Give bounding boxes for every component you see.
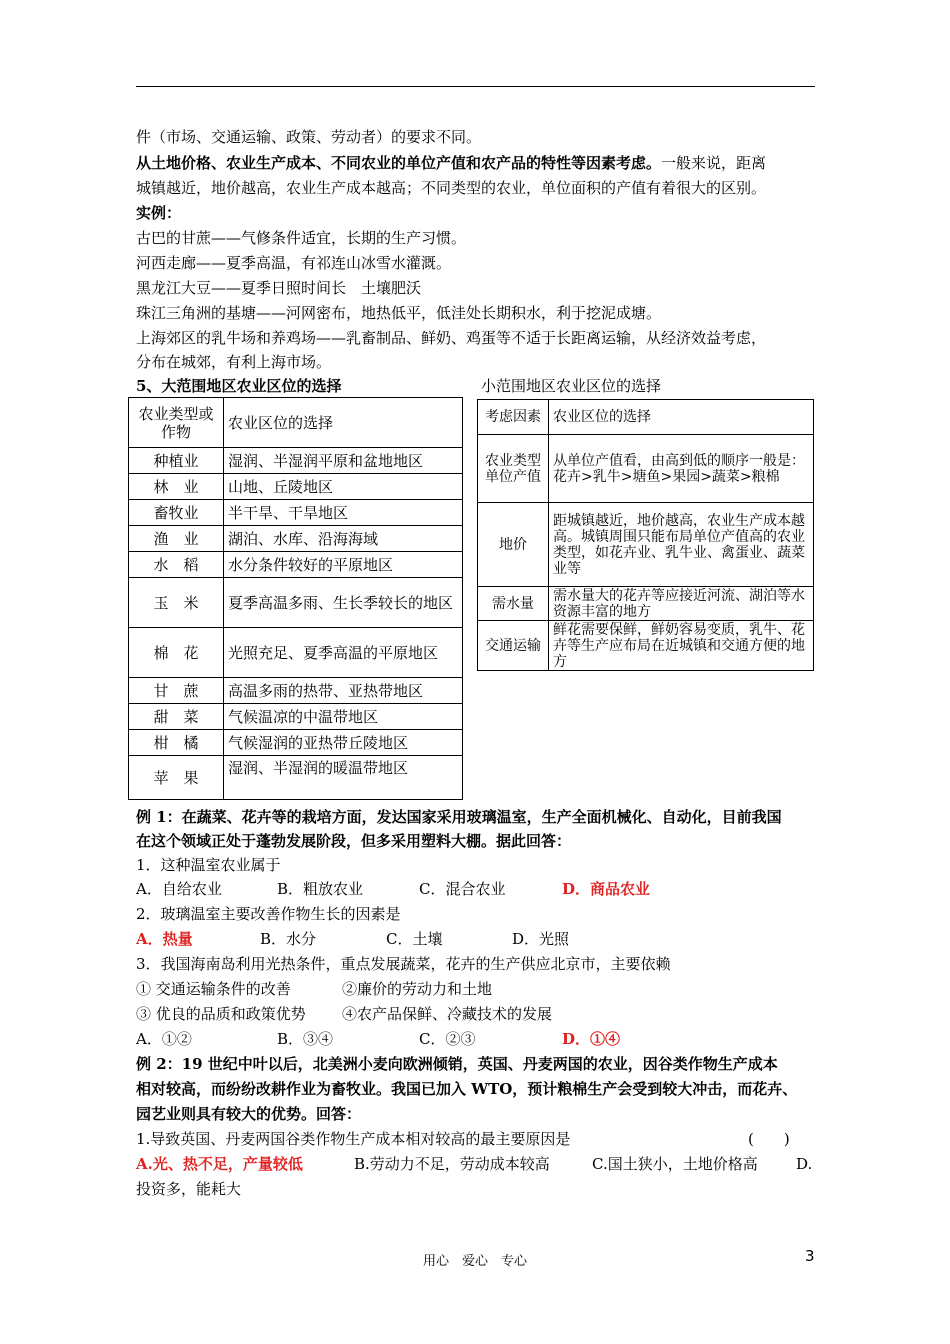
option: C．②③ xyxy=(419,1030,476,1048)
question-text: 1.导致英国、丹麦两国谷类作物生产成本相对较高的最主要原因是 xyxy=(136,1130,571,1148)
answer-blank: ( ) xyxy=(748,1130,790,1148)
table-cell: 半干旱、干旱地区 xyxy=(224,500,463,526)
table-cell: 夏季高温多雨、生长季较长的地区 xyxy=(224,578,463,628)
table-cell: 交通运输 xyxy=(478,621,549,671)
table-cell: 甜 菜 xyxy=(129,704,224,730)
choice: ③ 优良的品质和政策优势 xyxy=(136,1005,306,1023)
choice: ④农产品保鲜、冷藏技术的发展 xyxy=(342,1005,553,1023)
table-cell: 从单位产值看，由高到低的顺序一般是：花卉>乳牛>塘鱼>果园>蔬菜>粮棉 xyxy=(549,435,814,503)
question: 2．玻璃温室主要改善作物生长的因素是 xyxy=(136,905,401,923)
table-cell: 需水量 xyxy=(478,587,549,621)
header-cell: 农业区位的选择 xyxy=(224,398,463,448)
text-line xyxy=(136,154,766,172)
header-cell: 农业类型或作物 xyxy=(129,398,224,448)
table-cell: 农业类型单位产值 xyxy=(478,435,549,503)
correct-option: A．热量 xyxy=(136,930,193,948)
table-row xyxy=(129,628,463,678)
table-row xyxy=(129,500,463,526)
heading-examples: 实例： xyxy=(136,204,182,222)
table-cell: 苹 果 xyxy=(129,756,224,800)
correct-option: A.光、热不足，产量较低 xyxy=(136,1155,303,1173)
table-row xyxy=(478,503,814,587)
option: A．自给农业 xyxy=(136,880,222,898)
table-row xyxy=(129,678,463,704)
table-cell: 光照充足、夏季高温的平原地区 xyxy=(224,628,463,678)
example2-stem: 例 2：19 世纪中叶以后，北美洲小麦向欧洲倾销，英国、丹麦两国的农业，因谷类作物生产成本 xyxy=(136,1055,778,1073)
table-cell: 湿润、半湿润平原和盆地地区 xyxy=(224,448,463,474)
header-cell: 考虑因素 xyxy=(478,400,549,435)
option: B．③④ xyxy=(277,1030,334,1048)
table-cell: 畜牧业 xyxy=(129,500,224,526)
table-cell: 湖泊、水库、沿海海域 xyxy=(224,526,463,552)
example1-stem: 例 1：在蔬菜、花卉等的栽培方面，发达国家采用玻璃温室，生产全面机械化、自动化，目前我国 xyxy=(136,808,782,826)
table-row xyxy=(129,552,463,578)
text-line: 珠江三角洲的基塘——河网密布，地热低平，低洼处长期积水，利于挖泥成塘。 xyxy=(136,304,662,322)
table-cell: 林 业 xyxy=(129,474,224,500)
text-line: 分布在城郊，有利上海市场。 xyxy=(136,353,332,371)
table-row xyxy=(129,578,463,628)
page-number: 3 xyxy=(805,1247,815,1265)
option: B．水分 xyxy=(260,930,317,948)
text-span: 一般来说，距离 xyxy=(661,154,767,172)
text-line: 件（市场、交通运输、政策、劳动者）的要求不同。 xyxy=(136,128,482,146)
bold-phrase: 从土地价格、农业生产成本、不同农业的单位产值和农产品的特性等因素考虑。 xyxy=(136,154,662,172)
page-footer: 用心 爱心 专心 xyxy=(422,1254,527,1269)
table-cell: 气候湿润的亚热带丘陵地区 xyxy=(224,730,463,756)
option: B.劳动力不足，劳动成本较高 xyxy=(354,1155,550,1173)
option: C.国土狭小，土地价格高 xyxy=(592,1155,758,1173)
small-area-table xyxy=(477,399,814,671)
text-line: 河西走廊——夏季高温，有祁连山冰雪水灌溉。 xyxy=(136,254,452,272)
table-row xyxy=(129,474,463,500)
table-cell: 玉 米 xyxy=(129,578,224,628)
correct-option: D．商品农业 xyxy=(562,880,651,898)
table-cell: 水 稻 xyxy=(129,552,224,578)
table-cell: 气候温凉的中温带地区 xyxy=(224,704,463,730)
table-cell: 山地、丘陵地区 xyxy=(224,474,463,500)
option: A．①② xyxy=(136,1030,192,1048)
table-cell: 湿润、半湿润的暖温带地区 xyxy=(224,756,463,800)
section-title-small-area: 小范围地区农业区位的选择 xyxy=(481,377,662,395)
header-cell: 农业区位的选择 xyxy=(549,400,814,435)
option-continuation: 投资多，能耗大 xyxy=(136,1180,242,1198)
table-cell: 需水量大的花卉等应接近河流、湖泊等水资源丰富的地方 xyxy=(549,587,814,621)
option: D. xyxy=(796,1155,813,1173)
table-row xyxy=(129,704,463,730)
table-row xyxy=(478,435,814,503)
table-cell: 棉 花 xyxy=(129,628,224,678)
text-line: 古巴的甘蔗——气修条件适宜，长期的生产习惯。 xyxy=(136,229,467,247)
question: 1．这种温室农业属于 xyxy=(136,856,281,874)
large-area-table xyxy=(128,397,463,800)
table-row xyxy=(129,526,463,552)
table-cell: 地价 xyxy=(478,503,549,587)
table-row xyxy=(129,448,463,474)
table-cell: 种植业 xyxy=(129,448,224,474)
choice: ②廉价的劳动力和土地 xyxy=(342,980,493,998)
table-cell: 柑 橘 xyxy=(129,730,224,756)
table-header-row xyxy=(129,398,463,448)
text-line: 城镇越近，地价越高，农业生产成本越高；不同类型的农业，单位面积的产值有着很大的区别。 xyxy=(136,179,767,197)
table-cell: 距城镇越近，地价越高，农业生产成本越高。城镇周围只能布局单位产值高的农业类型，如花卉业、乳牛业、禽蛋业、蔬菜业等 xyxy=(549,503,814,587)
table-cell: 甘 蔗 xyxy=(129,678,224,704)
question xyxy=(136,1130,790,1148)
table-cell: 高温多雨的热带、亚热带地区 xyxy=(224,678,463,704)
table-header-row xyxy=(478,400,814,435)
table-row xyxy=(478,587,814,621)
table-cell: 水分条件较好的平原地区 xyxy=(224,552,463,578)
table-cell: 鲜花需要保鲜，鲜奶容易变质，乳牛、花卉等生产应布局在近城镇和交通方便的地方 xyxy=(549,621,814,671)
text-line: 上海郊区的乳牛场和养鸡场——乳畜制品、鲜奶、鸡蛋等不适于长距离运输，从经济效益考虑， xyxy=(136,329,767,347)
header-rule xyxy=(136,86,815,87)
table-cell: 渔 业 xyxy=(129,526,224,552)
example1-stem: 在这个领域正处于蓬勃发展阶段，但多采用塑料大棚。据此回答： xyxy=(136,832,572,850)
table-row xyxy=(129,756,463,800)
table-row xyxy=(129,730,463,756)
option: C．土壤 xyxy=(386,930,443,948)
correct-option: D．①④ xyxy=(562,1030,621,1048)
option: D．光照 xyxy=(512,930,570,948)
choice: ① 交通运输条件的改善 xyxy=(136,980,291,998)
table-row xyxy=(478,621,814,671)
example2-stem: 园艺业则具有较大的优势。回答： xyxy=(136,1105,362,1123)
question: 3．我国海南岛利用光热条件，重点发展蔬菜，花卉的生产供应北京市，主要依赖 xyxy=(136,955,671,973)
option: B．粗放农业 xyxy=(277,880,364,898)
option: C．混合农业 xyxy=(419,880,506,898)
example2-stem: 相对较高，而纷纷改耕作业为畜牧业。我国已加入 WTO，预计粮棉生产会受到较大冲击，而花卉、 xyxy=(136,1080,798,1098)
section-title-large-area: 5、大范围地区农业区位的选择 xyxy=(136,377,342,395)
text-line: 黑龙江大豆——夏季日照时间长 土壤肥沃 xyxy=(136,279,422,297)
